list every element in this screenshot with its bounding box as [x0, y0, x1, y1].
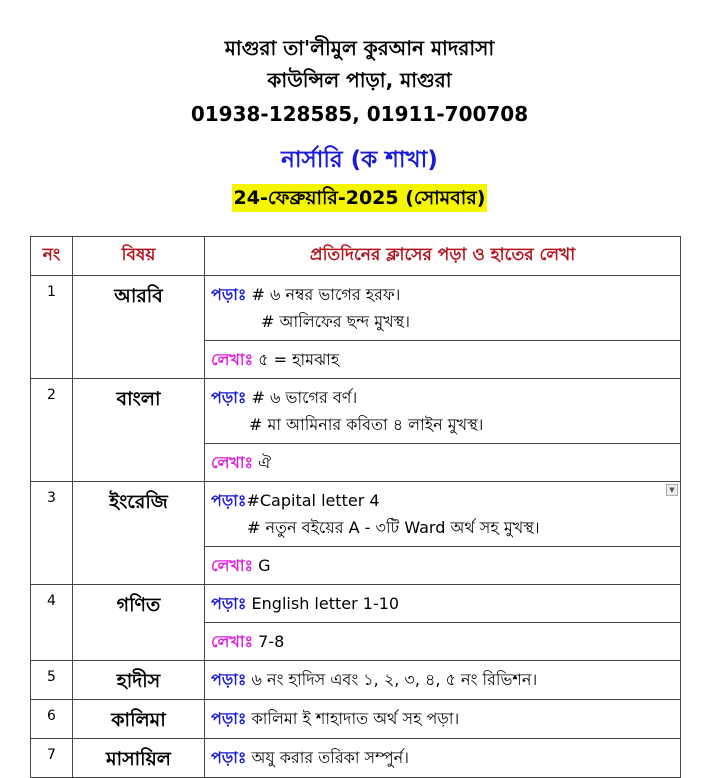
- write-cell: [205, 444, 681, 482]
- read-cell: [205, 661, 681, 700]
- read-cell: [205, 739, 681, 778]
- table-header-row: [31, 237, 681, 276]
- read-cell: [205, 482, 681, 547]
- write-cell: [205, 547, 681, 585]
- read-cell: [205, 585, 681, 623]
- header-lesson: প্রতিদিনের ক্লাসের পড়া ও হাতের লেখা: [205, 237, 681, 276]
- row-number: 7: [31, 739, 73, 778]
- read-label: পড়াঃ: [211, 285, 247, 304]
- table-row: [31, 700, 681, 739]
- read-label: পড়াঃ: [211, 491, 247, 510]
- table-row: [31, 379, 681, 444]
- write-label: লেখাঃ: [211, 556, 254, 575]
- row-subject: হাদীস: [73, 661, 205, 700]
- school-address: কাউন্সিল পাড়া, মাগুরা: [267, 68, 452, 92]
- row-subject: মাসায়িল: [73, 739, 205, 778]
- write-text: ৫ = হামঝাহ: [253, 350, 340, 369]
- write-cell: [205, 341, 681, 379]
- read-label: পড়াঃ: [211, 594, 247, 613]
- row-number: 6: [31, 700, 73, 739]
- read-text-2: # আলিফের ছন্দ মুখস্থ।: [261, 312, 410, 331]
- read-text: English letter 1-10: [246, 594, 400, 613]
- read-cell: [205, 276, 681, 341]
- read-label: পড়াঃ: [211, 748, 247, 767]
- read-cell: [205, 700, 681, 739]
- row-number: 3: [31, 482, 73, 585]
- read-label: পড়াঃ: [211, 670, 247, 689]
- school-name: মাগুরা তা'লীমুল কুরআন মাদরাসা: [224, 36, 495, 60]
- read-text: #Capital letter 4: [246, 491, 380, 510]
- header-num: নং: [31, 237, 73, 276]
- read-text-2: # মা আমিনার কবিতা ৪ লাইন মুখস্থ।: [249, 415, 484, 434]
- branch-title: নার্সারি (ক শাখা): [281, 147, 438, 173]
- table-row: [31, 276, 681, 341]
- row-subject: কালিমা: [73, 700, 205, 739]
- table-row: [31, 585, 681, 623]
- read-cell: [205, 379, 681, 444]
- read-text: # ৬ ভাগের বর্ণ।: [246, 388, 358, 407]
- table-row: [31, 482, 681, 547]
- read-text: অযু করার তরিকা সম্পুর্ন।: [246, 748, 409, 767]
- write-cell: [205, 623, 681, 661]
- row-subject: বাংলা: [73, 379, 205, 482]
- row-subject: ইংরেজি: [73, 482, 205, 585]
- date-wrap: [0, 184, 719, 212]
- write-text: ঐ: [253, 453, 272, 472]
- row-number: 2: [31, 379, 73, 482]
- read-label: পড়াঃ: [211, 388, 247, 407]
- schedule-table: [30, 236, 681, 778]
- row-subject: আরবি: [73, 276, 205, 379]
- read-text: কালিমা ই শাহাদাত অর্থ সহ পড়া।: [246, 709, 460, 728]
- row-number: 1: [31, 276, 73, 379]
- read-label: পড়াঃ: [211, 709, 247, 728]
- table-row: [31, 661, 681, 700]
- school-phones: 01938-128585, 01911-700708: [190, 102, 529, 126]
- read-text: ৬ নং হাদিস এবং ১, ২, ৩, ৪, ৫ নং রিভিশন।: [246, 670, 538, 689]
- read-text-2: # নতুন বইয়ের A - ৩টি Ward অর্থ সহ মুখস্থ।: [247, 518, 540, 537]
- header-subject: বিষয়: [73, 237, 205, 276]
- row-number: 4: [31, 585, 73, 661]
- write-label: লেখাঃ: [211, 453, 254, 472]
- write-label: লেখাঃ: [211, 350, 254, 369]
- write-label: লেখাঃ: [211, 632, 254, 651]
- read-text: # ৬ নম্বর ভাগের হরফ।: [246, 285, 401, 304]
- date-label: 24-ফেব্রুয়ারি-2025 (সোমবার): [232, 184, 488, 212]
- dropdown-arrow-icon[interactable]: ▼: [666, 484, 678, 496]
- row-subject: গণিত: [73, 585, 205, 661]
- write-text: G: [253, 556, 271, 575]
- write-text: 7-8: [253, 632, 285, 651]
- table-row: [31, 739, 681, 778]
- row-number: 5: [31, 661, 73, 700]
